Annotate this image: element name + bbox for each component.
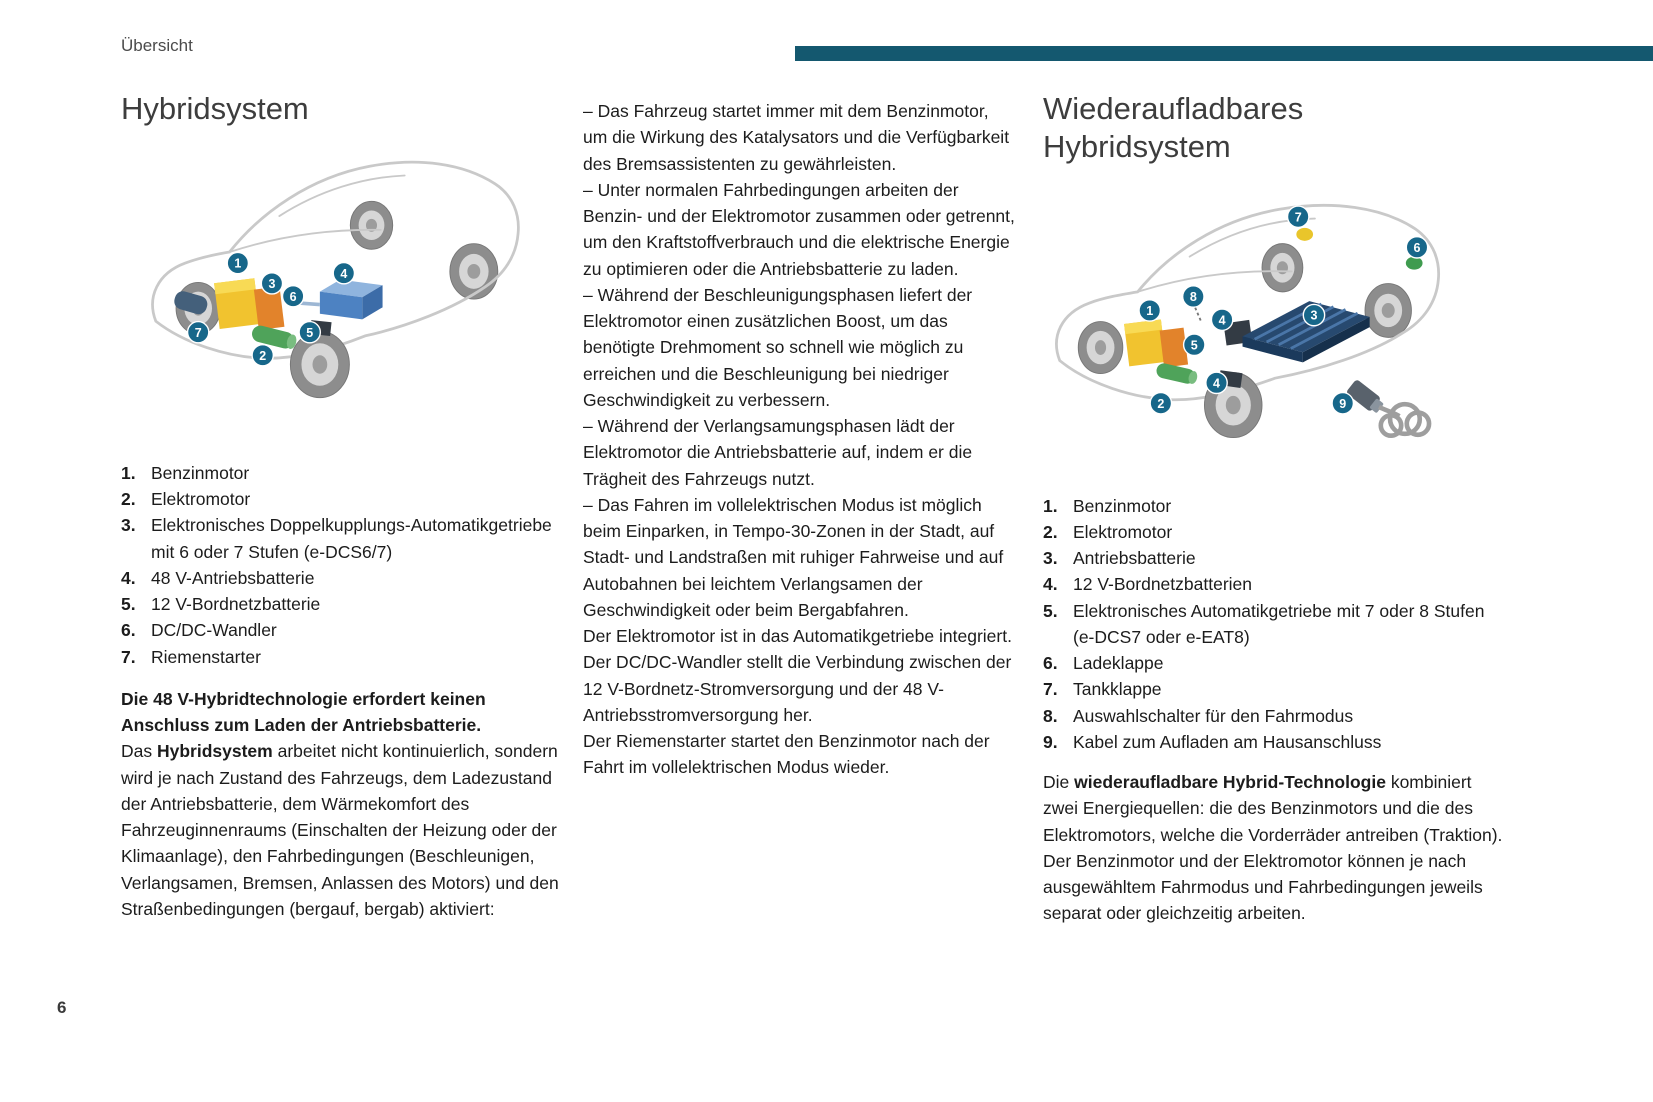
section-hybridsystem bbox=[121, 90, 563, 922]
svg-text:2: 2 bbox=[259, 348, 267, 363]
paragraph: Der DC/DC-Wandler stellt die Verbindung zwischen der 12 V-Bordnetz-Stromversorgung und der 48 V-Antriebsstromversorgung her. bbox=[583, 652, 1012, 725]
legend-item bbox=[1043, 545, 1509, 571]
svg-text:6: 6 bbox=[289, 289, 297, 304]
section-rechargeable-hybridsystem bbox=[1043, 90, 1509, 927]
legend-number: 4. bbox=[121, 567, 136, 588]
page-number: 6 bbox=[57, 998, 67, 1017]
mode-switch-pointer bbox=[1195, 307, 1201, 320]
legend-number: 9. bbox=[1043, 731, 1058, 752]
wheel-front-left-icon bbox=[1078, 321, 1123, 373]
legend-item bbox=[1043, 493, 1509, 519]
legend-label: Auswahlschalter für den Fahrmodus bbox=[1073, 705, 1354, 726]
rechargeable-legend bbox=[1043, 493, 1509, 756]
legend-number: 5. bbox=[121, 594, 136, 615]
legend-label: Benzinmotor bbox=[151, 462, 250, 483]
fuel-flap-part bbox=[1296, 227, 1313, 240]
breadcrumb: Übersicht bbox=[121, 36, 193, 55]
svg-text:7: 7 bbox=[1294, 209, 1302, 224]
legend-number: 2. bbox=[121, 489, 136, 510]
legend-number: 3. bbox=[121, 515, 136, 536]
hybrid-description: Das Hybridsystem arbeitet nicht kontinuierlich, sondern wird je nach Zustand des Fahrzeugs, dem Ladezustand der Antriebsbatterie, dem Wärmekomfort des Fahrzeuginnenraums (Einschalten der Heizung oder der Klimaanlage), den Fahrbedingungen (Beschleunigen, Verlangsamen, Bremsen, Anlassen des Motors) und den Straßenbedingungen (bergauf, bergab) aktiviert: bbox=[121, 741, 559, 919]
legend-number: 5. bbox=[1043, 600, 1058, 621]
svg-text:1: 1 bbox=[234, 256, 242, 271]
legend-label: Kabel zum Aufladen am Hausanschluss bbox=[1073, 731, 1382, 752]
svg-text:3: 3 bbox=[268, 276, 276, 291]
svg-text:4: 4 bbox=[1213, 376, 1221, 391]
section-hybrid-details bbox=[583, 90, 1015, 781]
legend-label: 12 V-Bordnetzbatterie bbox=[151, 594, 321, 615]
header-accent-bar bbox=[795, 46, 1653, 61]
svg-text:2: 2 bbox=[1157, 396, 1165, 411]
hybridsystem-title: Hybridsystem bbox=[121, 91, 309, 126]
petrol-engine-part bbox=[1124, 319, 1166, 366]
legend-item bbox=[1043, 571, 1509, 597]
paragraph: – Während der Beschleunigungsphasen liefert der Elektromotor einen zusätzlichen Boost, um das benötigte Drehmoment so schnell wie möglich zu erreichen und die Beschleunigung bei niedriger Geschwindigkeit zu verbessern. bbox=[583, 284, 973, 410]
legend-item bbox=[121, 512, 563, 565]
legend-label: Benzinmotor bbox=[1073, 495, 1172, 516]
svg-text:9: 9 bbox=[1339, 396, 1347, 411]
legend-label: Riemenstarter bbox=[151, 646, 261, 667]
hybridsystem-legend bbox=[121, 460, 563, 670]
svg-text:5: 5 bbox=[1190, 338, 1198, 353]
legend-label: 48 V-Antriebsbatterie bbox=[151, 567, 315, 588]
legend-number: 7. bbox=[1043, 679, 1058, 700]
hybrid-bold-note: Die 48 V-Hybridtechnologie erfordert keinen Anschluss zum Laden der Antriebsbatterie. bbox=[121, 688, 486, 736]
legend-number: 2. bbox=[1043, 521, 1058, 542]
legend-number: 4. bbox=[1043, 574, 1058, 595]
legend-item bbox=[1043, 729, 1509, 755]
legend-item bbox=[121, 644, 563, 670]
svg-text:5: 5 bbox=[306, 325, 314, 340]
48v-battery-part bbox=[320, 279, 383, 319]
legend-item bbox=[121, 617, 563, 643]
legend-number: 8. bbox=[1043, 705, 1058, 726]
svg-text:4: 4 bbox=[340, 266, 348, 281]
rechargeable-description-2: Der Benzinmotor und der Elektromotor können je nach ausgewähltem Fahrmodus und Fahrbedingungen jeweils separat oder gleichzeitig arbeiten. bbox=[1043, 850, 1483, 924]
legend-label: DC/DC-Wandler bbox=[151, 620, 277, 641]
legend-label: Antriebsbatterie bbox=[1073, 548, 1196, 569]
legend-item bbox=[1043, 703, 1509, 729]
rechargeable-description: Die wiederaufladbare Hybrid-Technologie kombiniert zwei Energiequellen: die des Benzinmotors und die des Elektromotors, welche die Vorderräder antreiben (Traktion). bbox=[1043, 772, 1503, 845]
legend-label: Elektromotor bbox=[151, 489, 251, 510]
legend-number: 3. bbox=[1043, 548, 1058, 569]
svg-text:6: 6 bbox=[1413, 240, 1421, 255]
legend-number: 1. bbox=[1043, 495, 1058, 516]
wheel-rear-right-icon bbox=[450, 244, 498, 299]
legend-number: 6. bbox=[121, 620, 136, 641]
wheel-rear-left-icon bbox=[290, 331, 349, 397]
legend-item bbox=[121, 486, 563, 512]
legend-number: 7. bbox=[121, 646, 136, 667]
svg-text:8: 8 bbox=[1189, 289, 1197, 304]
svg-text:3: 3 bbox=[1310, 308, 1318, 323]
rechargeable-title: Wiederaufladbares Hybridsystem bbox=[1043, 91, 1304, 164]
paragraph: – Das Fahren im vollelektrischen Modus ist möglich beim Einparken, in Tempo-30-Zonen in der Stadt, auf Stadt- und Landstraßen mit ruhiger Fahrweise und auf Autobahnen bei leichtem Verlangsamen der Geschwindigkeit oder beim Bergabfahren. bbox=[583, 494, 1004, 620]
petrol-engine-part bbox=[214, 278, 260, 329]
paragraph: – Während der Verlangsamungsphasen lädt der Elektromotor die Antriebsbatterie auf, indem er die Trägheit des Fahrzeugs nutzt. bbox=[583, 416, 973, 489]
svg-text:4: 4 bbox=[1218, 312, 1226, 327]
legend-item bbox=[121, 591, 563, 617]
hybrid-car-illustration bbox=[121, 146, 563, 441]
hybridsystem-figure bbox=[121, 146, 563, 446]
charging-cable-icon bbox=[1346, 378, 1429, 435]
legend-item bbox=[121, 565, 563, 591]
paragraph: Der Elektromotor ist in das Automatikgetriebe integriert. bbox=[583, 626, 1012, 646]
legend-label: Tankklappe bbox=[1073, 679, 1162, 700]
wheel-front-right-icon bbox=[1262, 243, 1303, 291]
paragraph: – Das Fahrzeug startet immer mit dem Benzinmotor, um die Wirkung des Katalysators und die Verfügbarkeit des Bremsassistenten zu gewährleisten. bbox=[583, 101, 1010, 174]
rechargeable-figure bbox=[1043, 184, 1509, 479]
legend-item bbox=[1043, 650, 1509, 676]
paragraph: – Unter normalen Fahrbedingungen arbeiten der Benzin- und der Elektromotor zusammen oder getrennt, um den Kraftstoffverbrauch und die elektrische Energie zu optimieren oder die Antriebsbatterie zu laden. bbox=[583, 179, 1015, 279]
legend-label: Elektromotor bbox=[1073, 521, 1173, 542]
wheel-rear-right-icon bbox=[1365, 283, 1411, 337]
wheel-front-right-icon bbox=[350, 201, 392, 249]
legend-number: 6. bbox=[1043, 653, 1058, 674]
paragraph: Der Riemenstarter startet den Benzinmotor nach der Fahrt im vollelektrischen Modus wieder. bbox=[583, 731, 990, 778]
legend-item bbox=[1043, 519, 1509, 545]
legend-number: 1. bbox=[121, 462, 136, 483]
legend-label: Ladeklappe bbox=[1073, 653, 1164, 674]
svg-text:1: 1 bbox=[1146, 303, 1154, 318]
svg-text:7: 7 bbox=[194, 325, 202, 340]
rechargeable-car-illustration bbox=[1043, 184, 1507, 474]
legend-item bbox=[1043, 598, 1509, 651]
legend-label: Elektronisches Doppelkupplungs-Automatikgetriebe mit 6 oder 7 Stufen (e-DCS6/7) bbox=[151, 515, 552, 562]
legend-item bbox=[121, 460, 563, 486]
hybrid-details-text bbox=[583, 98, 1015, 781]
legend-item bbox=[1043, 676, 1509, 702]
legend-label: 12 V-Bordnetzbatterien bbox=[1073, 574, 1253, 595]
legend-label: Elektronisches Automatikgetriebe mit 7 oder 8 Stufen (e-DCS7 oder e-EAT8) bbox=[1073, 600, 1485, 647]
charge-flap-part bbox=[1406, 256, 1423, 269]
